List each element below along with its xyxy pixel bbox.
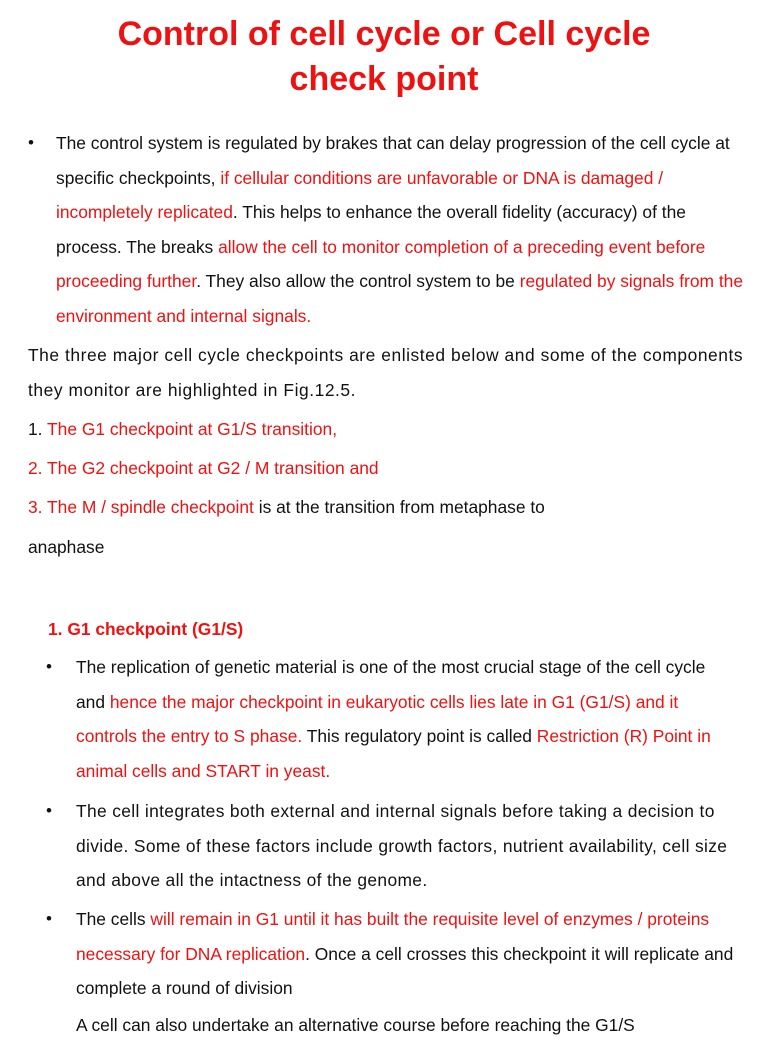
bullet-marker: • xyxy=(46,909,52,928)
section-heading-g1: 1. G1 checkpoint (G1/S) xyxy=(48,619,244,639)
title-line-1: Control of cell cycle or Cell cycle xyxy=(117,15,651,53)
checkpoint-list-item-2: 2. The G2 checkpoint at G2 / M transition and xyxy=(28,458,379,478)
bullet-text: . Once a cell crosses this checkpoint it will replicate and complete a round of division xyxy=(76,943,734,998)
bullet-marker: • xyxy=(28,133,34,152)
bullet-highlight: hence the major checkpoint in eukaryotic cells lies late in G1 (G1/S) and it controls the entry to S phase. xyxy=(76,691,679,746)
list-number: 1. xyxy=(28,419,48,439)
bullet-text: The replication of genetic material is one of the most crucial stage of the cell cycle and xyxy=(76,657,706,712)
intro-highlight: allow the cell to monitor completion of a preceding event before proceeding further xyxy=(56,236,706,291)
intro-paragraph xyxy=(56,126,756,333)
bullet-text: This regulatory point is called xyxy=(302,726,537,746)
g1-bullet-3 xyxy=(76,902,736,1006)
list-item-rest: is at the transition from metaphase to xyxy=(253,497,545,517)
intro-text: The control system is regulated by brakes that can delay progression of the cell cycle at specific checkpoints, xyxy=(56,133,730,188)
checkpoint-list-item-3-continued: anaphase xyxy=(28,537,105,557)
bullet-marker: • xyxy=(46,801,52,820)
intro-highlight: regulated by signals from the environment and internal signals. xyxy=(56,271,743,326)
g1-bullet-1 xyxy=(76,650,736,788)
three-major-paragraph: The three major cell cycle checkpoints are enlisted below and some of the components they monitor are highlighted in Fig.12.5. xyxy=(28,345,744,400)
list-item-text: The G1 checkpoint at G1/S transition, xyxy=(47,419,338,439)
g1-bullet-2: The cell integrates both external and internal signals before taking a decision to divide. Some of these factors include growth factors, nutrient availability, cell size and above all the intactness of the genome. xyxy=(76,801,728,890)
bullet-highlight: Restriction (R) Point in animal cells and START in yeast. xyxy=(76,726,711,781)
list-item-text: 3. The M / spindle checkpoint xyxy=(28,497,254,517)
bullet-text: The cells xyxy=(76,909,151,929)
bullet-marker: • xyxy=(46,657,52,676)
intro-text: . They also allow the control system to be xyxy=(196,271,520,291)
checkpoint-list-item-1 xyxy=(28,412,748,447)
intro-text: . This helps to enhance the overall fidelity (accuracy) of the process. The breaks xyxy=(56,202,686,257)
page-title xyxy=(0,12,768,102)
intro-highlight: if cellular conditions are unfavorable or DNA is damaged / incompletely replicated xyxy=(56,167,664,222)
bullet-highlight: will remain in G1 until it has built the requisite level of enzymes / proteins necessary for DNA replication xyxy=(76,909,710,964)
checkpoint-list-item-3 xyxy=(28,490,748,525)
g1-bullet-4-partial: A cell can also undertake an alternative course before reaching the G1/S xyxy=(76,1015,635,1035)
title-line-2: check point xyxy=(289,60,479,98)
